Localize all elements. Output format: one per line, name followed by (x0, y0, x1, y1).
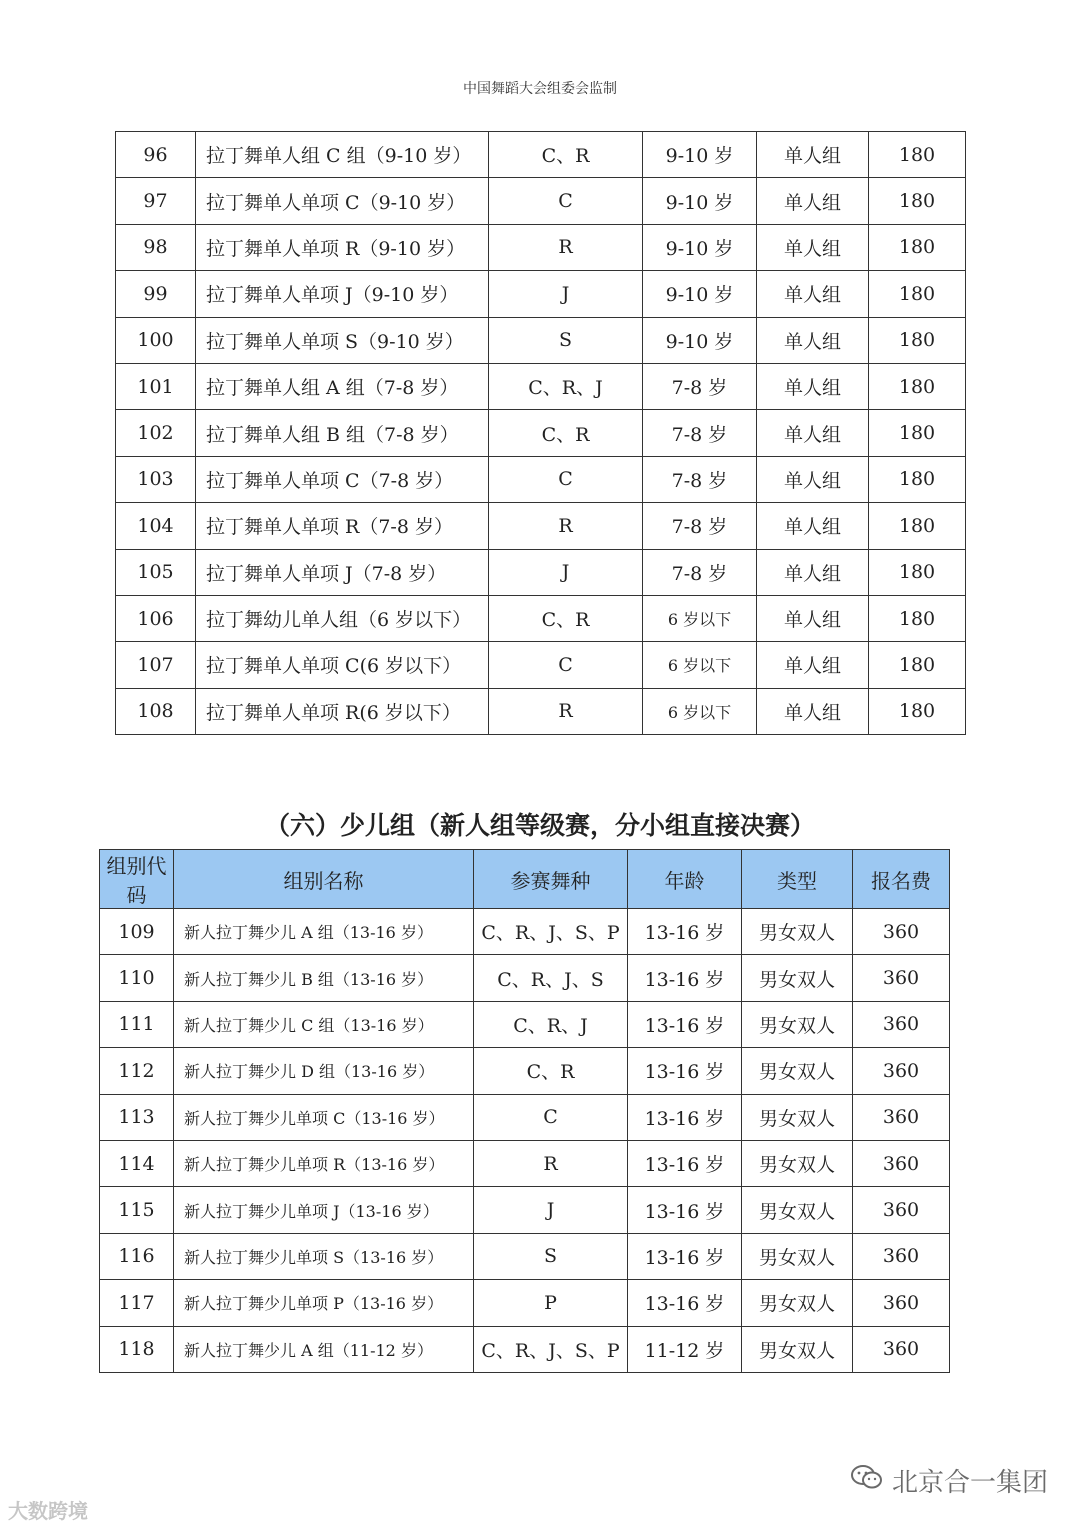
cell-code: 103 (116, 456, 196, 502)
cell-dances: R (489, 503, 643, 549)
header-fee: 报名费 (853, 850, 950, 909)
cell-age: 13-16 岁 (628, 1048, 742, 1094)
cell-age: 13-16 岁 (628, 1233, 742, 1279)
cell-age: 13-16 岁 (628, 1140, 742, 1186)
cell-dances: C、R、J、S、P (474, 1326, 628, 1372)
cell-age: 13-16 岁 (628, 1187, 742, 1233)
cell-name: 拉丁舞幼儿单人组（6 岁以下） (196, 595, 489, 641)
cell-fee: 180 (869, 271, 966, 317)
cell-name: 拉丁舞单人单项 R(6 岁以下） (196, 688, 489, 734)
table-row (116, 224, 966, 270)
cell-name: 拉丁舞单人单项 C(6 岁以下） (196, 642, 489, 688)
cell-name: 拉丁舞单人单项 J（7-8 岁） (196, 549, 489, 595)
cell-code: 98 (116, 224, 196, 270)
cell-code: 99 (116, 271, 196, 317)
table-row (100, 1280, 950, 1326)
cell-age: 9-10 岁 (643, 271, 757, 317)
cell-age: 11-12 岁 (628, 1326, 742, 1372)
cell-code: 102 (116, 410, 196, 456)
table-row (116, 503, 966, 549)
cell-type: 单人组 (757, 642, 869, 688)
cell-age: 7-8 岁 (643, 410, 757, 456)
cell-age: 6 岁以下 (643, 688, 757, 734)
cell-dances: C (489, 456, 643, 502)
cell-code: 117 (100, 1280, 174, 1326)
cell-age: 13-16 岁 (628, 909, 742, 955)
cell-name: 新人拉丁舞少儿单项 S（13-16 岁） (174, 1233, 474, 1279)
cell-name: 新人拉丁舞少儿 A 组（11-12 岁） (174, 1326, 474, 1372)
cell-dances: C (489, 642, 643, 688)
cell-type: 单人组 (757, 688, 869, 734)
cell-fee: 360 (853, 1140, 950, 1186)
table-row (100, 1048, 950, 1094)
cell-type: 男女双人 (742, 1048, 853, 1094)
cell-age: 9-10 岁 (643, 178, 757, 224)
watermark-right (850, 1462, 1048, 1499)
table-row (116, 688, 966, 734)
cell-fee: 180 (869, 456, 966, 502)
cell-name: 拉丁舞单人单项 R（7-8 岁） (196, 503, 489, 549)
cell-fee: 180 (869, 132, 966, 178)
cell-code: 104 (116, 503, 196, 549)
cell-name: 拉丁舞单人组 A 组（7-8 岁） (196, 363, 489, 409)
table-row (116, 456, 966, 502)
cell-code: 107 (116, 642, 196, 688)
cell-fee: 180 (869, 549, 966, 595)
cell-type: 单人组 (757, 317, 869, 363)
cell-dances: C、R (489, 410, 643, 456)
cell-name: 拉丁舞单人单项 J（9-10 岁） (196, 271, 489, 317)
cell-code: 112 (100, 1048, 174, 1094)
cell-type: 男女双人 (742, 1326, 853, 1372)
cell-fee: 180 (869, 224, 966, 270)
header-group-name: 组别名称 (174, 850, 474, 909)
cell-code: 106 (116, 595, 196, 641)
cell-code: 118 (100, 1326, 174, 1372)
cell-name: 拉丁舞单人单项 C（9-10 岁） (196, 178, 489, 224)
table-row (100, 1140, 950, 1186)
cell-dances: P (474, 1280, 628, 1326)
watermark-left-text: 大数跨境 (8, 1499, 88, 1523)
cell-type: 男女双人 (742, 1187, 853, 1233)
cell-dances: J (489, 271, 643, 317)
cell-age: 13-16 岁 (628, 955, 742, 1001)
table-row (100, 1001, 950, 1047)
cell-name: 拉丁舞单人单项 S（9-10 岁） (196, 317, 489, 363)
cell-type: 单人组 (757, 271, 869, 317)
cell-fee: 360 (853, 955, 950, 1001)
table-row (100, 1187, 950, 1233)
cell-name: 拉丁舞单人单项 R（9-10 岁） (196, 224, 489, 270)
cell-fee: 180 (869, 595, 966, 641)
header-dance-types: 参赛舞种 (474, 850, 628, 909)
cell-type: 单人组 (757, 503, 869, 549)
cell-fee: 360 (853, 1187, 950, 1233)
cell-dances: C (489, 178, 643, 224)
cell-name: 拉丁舞单人单项 C（7-8 岁） (196, 456, 489, 502)
cell-dances: C (474, 1094, 628, 1140)
table-row (116, 363, 966, 409)
table-row (100, 955, 950, 1001)
cell-name: 新人拉丁舞少儿单项 C（13-16 岁） (174, 1094, 474, 1140)
cell-code: 105 (116, 549, 196, 595)
cell-dances: J (489, 549, 643, 595)
table-header-row (100, 850, 950, 909)
table-row (116, 410, 966, 456)
cell-age: 7-8 岁 (643, 549, 757, 595)
cell-name: 新人拉丁舞少儿单项 R（13-16 岁） (174, 1140, 474, 1186)
cell-fee: 180 (869, 363, 966, 409)
table-junior-groups (99, 849, 950, 1373)
cell-age: 7-8 岁 (643, 456, 757, 502)
cell-name: 拉丁舞单人组 B 组（7-8 岁） (196, 410, 489, 456)
cell-age: 13-16 岁 (628, 1280, 742, 1326)
cell-dances: R (489, 688, 643, 734)
cell-dances: S (489, 317, 643, 363)
cell-name: 新人拉丁舞少儿 A 组（13-16 岁） (174, 909, 474, 955)
cell-dances: R (489, 224, 643, 270)
header-type: 类型 (742, 850, 853, 909)
cell-code: 109 (100, 909, 174, 955)
section-title: （六）少儿组（新人组等级赛，分小组直接决赛） (264, 811, 815, 840)
cell-fee: 360 (853, 1001, 950, 1047)
cell-name: 新人拉丁舞少儿单项 J（13-16 岁） (174, 1187, 474, 1233)
cell-type: 男女双人 (742, 1233, 853, 1279)
cell-fee: 360 (853, 1094, 950, 1140)
cell-age: 9-10 岁 (643, 132, 757, 178)
cell-dances: C、R (489, 132, 643, 178)
cell-type: 单人组 (757, 456, 869, 502)
cell-dances: C、R、J (489, 363, 643, 409)
cell-code: 110 (100, 955, 174, 1001)
cell-fee: 360 (853, 1048, 950, 1094)
cell-fee: 180 (869, 410, 966, 456)
cell-code: 97 (116, 178, 196, 224)
cell-type: 男女双人 (742, 909, 853, 955)
cell-age: 9-10 岁 (643, 224, 757, 270)
table-row (116, 595, 966, 641)
cell-name: 新人拉丁舞少儿单项 P（13-16 岁） (174, 1280, 474, 1326)
cell-fee: 360 (853, 909, 950, 955)
table-row (116, 642, 966, 688)
table-row (100, 909, 950, 955)
cell-fee: 360 (853, 1280, 950, 1326)
cell-type: 单人组 (757, 549, 869, 595)
watermark-right-text: 北京合一集团 (891, 1468, 1048, 1498)
cell-type: 单人组 (757, 224, 869, 270)
table-row (116, 132, 966, 178)
cell-name: 新人拉丁舞少儿 B 组（13-16 岁） (174, 955, 474, 1001)
cell-code: 101 (116, 363, 196, 409)
table-single-groups (115, 131, 966, 735)
table-row (116, 317, 966, 363)
cell-name: 拉丁舞单人组 C 组（9-10 岁） (196, 132, 489, 178)
cell-code: 115 (100, 1187, 174, 1233)
cell-dances: C、R (474, 1048, 628, 1094)
cell-age: 6 岁以下 (643, 642, 757, 688)
cell-code: 113 (100, 1094, 174, 1140)
cell-dances: C、R、J、S (474, 955, 628, 1001)
cell-age: 7-8 岁 (643, 363, 757, 409)
cell-type: 单人组 (757, 363, 869, 409)
cell-dances: C、R、J、S、P (474, 909, 628, 955)
wechat-icon (850, 1464, 884, 1497)
cell-fee: 180 (869, 503, 966, 549)
cell-type: 男女双人 (742, 1280, 853, 1326)
cell-type: 单人组 (757, 178, 869, 224)
table-row (100, 1233, 950, 1279)
cell-type: 单人组 (757, 410, 869, 456)
table-row (116, 271, 966, 317)
cell-dances: J (474, 1187, 628, 1233)
table-row (116, 549, 966, 595)
cell-age: 7-8 岁 (643, 503, 757, 549)
cell-dances: C、R (489, 595, 643, 641)
cell-dances: R (474, 1140, 628, 1186)
cell-dances: C、R、J (474, 1001, 628, 1047)
cell-name: 新人拉丁舞少儿 D 组（13-16 岁） (174, 1048, 474, 1094)
cell-code: 96 (116, 132, 196, 178)
cell-code: 114 (100, 1140, 174, 1186)
cell-fee: 360 (853, 1233, 950, 1279)
cell-code: 108 (116, 688, 196, 734)
cell-fee: 180 (869, 688, 966, 734)
cell-code: 100 (116, 317, 196, 363)
cell-age: 13-16 岁 (628, 1094, 742, 1140)
cell-fee: 180 (869, 642, 966, 688)
cell-type: 单人组 (757, 595, 869, 641)
cell-type: 男女双人 (742, 1001, 853, 1047)
watermark-left (8, 1495, 88, 1524)
table-row (116, 178, 966, 224)
cell-fee: 180 (869, 178, 966, 224)
cell-name: 新人拉丁舞少儿 C 组（13-16 岁） (174, 1001, 474, 1047)
cell-type: 男女双人 (742, 955, 853, 1001)
cell-type: 单人组 (757, 132, 869, 178)
cell-type: 男女双人 (742, 1140, 853, 1186)
cell-age: 6 岁以下 (643, 595, 757, 641)
cell-fee: 360 (853, 1326, 950, 1372)
header-group-code: 组别代码 (100, 850, 174, 909)
cell-fee: 180 (869, 317, 966, 363)
cell-dances: S (474, 1233, 628, 1279)
cell-age: 9-10 岁 (643, 317, 757, 363)
table-row (100, 1326, 950, 1372)
page-header: 中国舞蹈大会组委会监制 (463, 81, 617, 97)
table-row (100, 1094, 950, 1140)
cell-code: 116 (100, 1233, 174, 1279)
header-age: 年龄 (628, 850, 742, 909)
cell-type: 男女双人 (742, 1094, 853, 1140)
cell-code: 111 (100, 1001, 174, 1047)
cell-age: 13-16 岁 (628, 1001, 742, 1047)
